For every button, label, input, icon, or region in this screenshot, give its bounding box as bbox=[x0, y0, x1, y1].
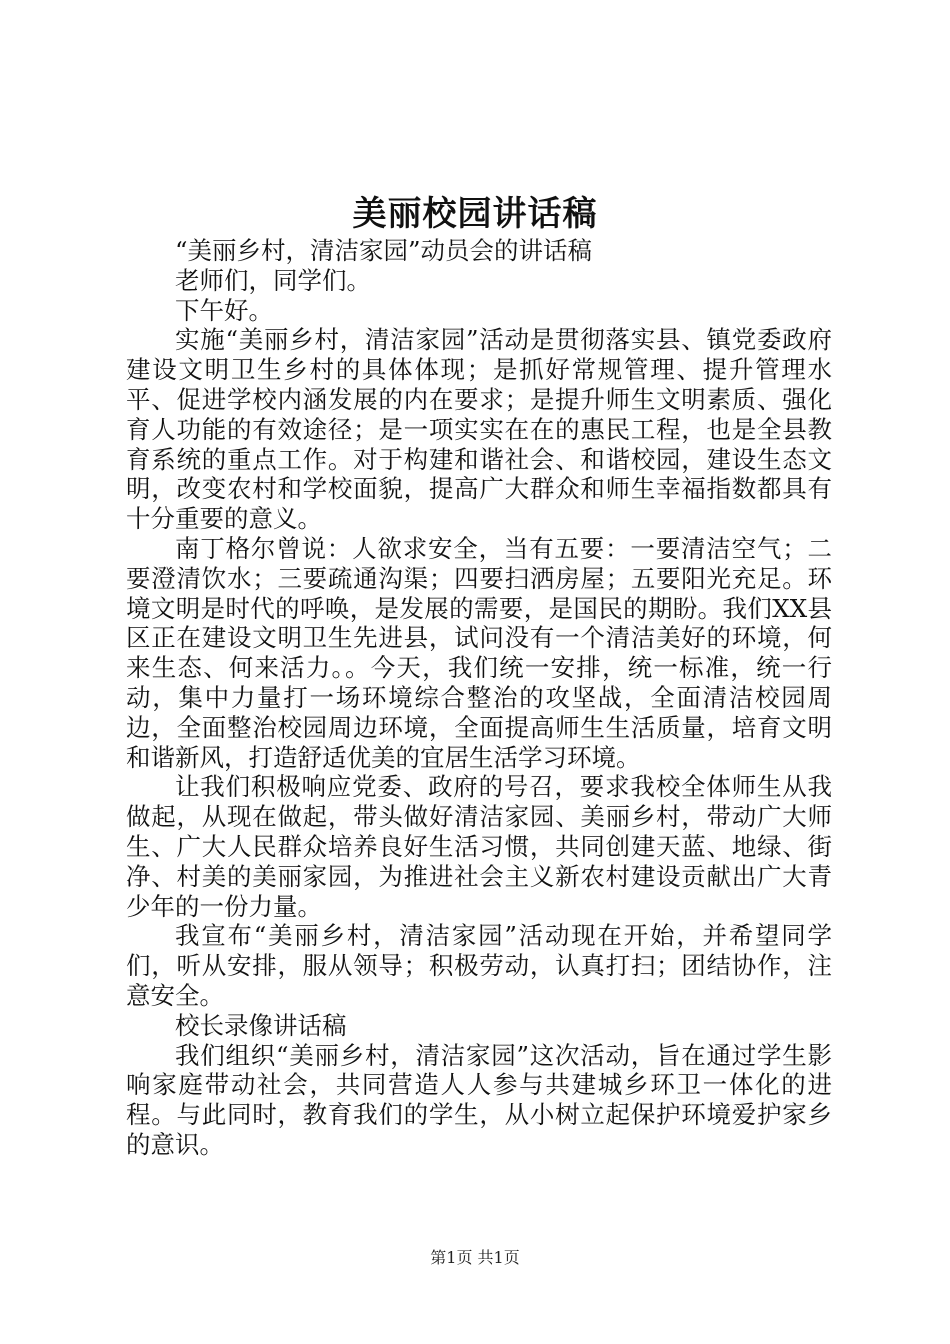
document-title: 美丽校园讲话稿 bbox=[352, 194, 598, 234]
section-heading: 校长录像讲话稿 bbox=[175, 1010, 347, 1040]
document-body bbox=[126, 236, 832, 1160]
body-paragraph: 我们组织“美丽乡村，清洁家园”这次活动，旨在通过学生影响家庭带动社会，共同营造人人参与共建城乡环卫一体化的进程。与此同时，教育我们的学生，从小树立起保护环境爱护家乡的意识。 bbox=[126, 1040, 832, 1159]
body-paragraph: 我宣布“美丽乡村，清洁家园”活动现在开始，并希望同学们，听从安排，服从领导；积极劳动，认真打扫；团结协作，注意安全。 bbox=[126, 921, 832, 1010]
subtitle-paragraph: “美丽乡村，清洁家园”动员会的讲话稿 bbox=[175, 236, 593, 265]
body-paragraph: 让我们积极响应党委、政府的号召，要求我校全体师生从我做起，从现在做起，带头做好清洁家园、美丽乡村，带动广大师生、广大人民群众培养良好生活习惯，共同创建天蓝、地绿、街净、村美的美丽家园，为推进社会主义新农村建设贡献出广大青少年的一份力量。 bbox=[126, 772, 832, 921]
page-number-footer: 第1页 共1页 bbox=[430, 1248, 520, 1267]
greeting-time-paragraph: 下午好。 bbox=[175, 295, 273, 325]
body-paragraph: 实施“美丽乡村，清洁家园”活动是贯彻落实县、镇党委政府建设文明卫生乡村的具体体现；是抓好常规管理、提升管理水平、促进学校内涵发展的内在要求；是提升师生文明素质、强化育人功能的有效途径；是一项实实在在的惠民工程，也是全县教育系统的重点工作。对于构建和谐社会、和谐校园，建设生态文明，改变农村和学校面貌，提高广大群众和师生幸福指数都具有十分重要的意义。 bbox=[126, 325, 832, 534]
body-paragraph: 南丁格尔曾说：人欲求安全，当有五要：一要清洁空气；二要澄清饮水；三要疏通沟渠；四要扫洒房屋；五要阳光充足。环境文明是时代的呼唤，是发展的需要，是国民的期盼。我们XX县区正在建设文明卫生先进县，试问没有一个清洁美好的环境，何来生态、何来活力。。今天，我们统一安排，统一标准，统一行动，集中力量打一场环境综合整治的攻坚战，全面清洁校园周边，全面整治校园周边环境，全面提高师生生活质量，培育文明和谐新风，打造舒适优美的宜居生活学习环境。 bbox=[126, 533, 832, 772]
greeting-paragraph: 老师们，同学们。 bbox=[175, 265, 371, 295]
